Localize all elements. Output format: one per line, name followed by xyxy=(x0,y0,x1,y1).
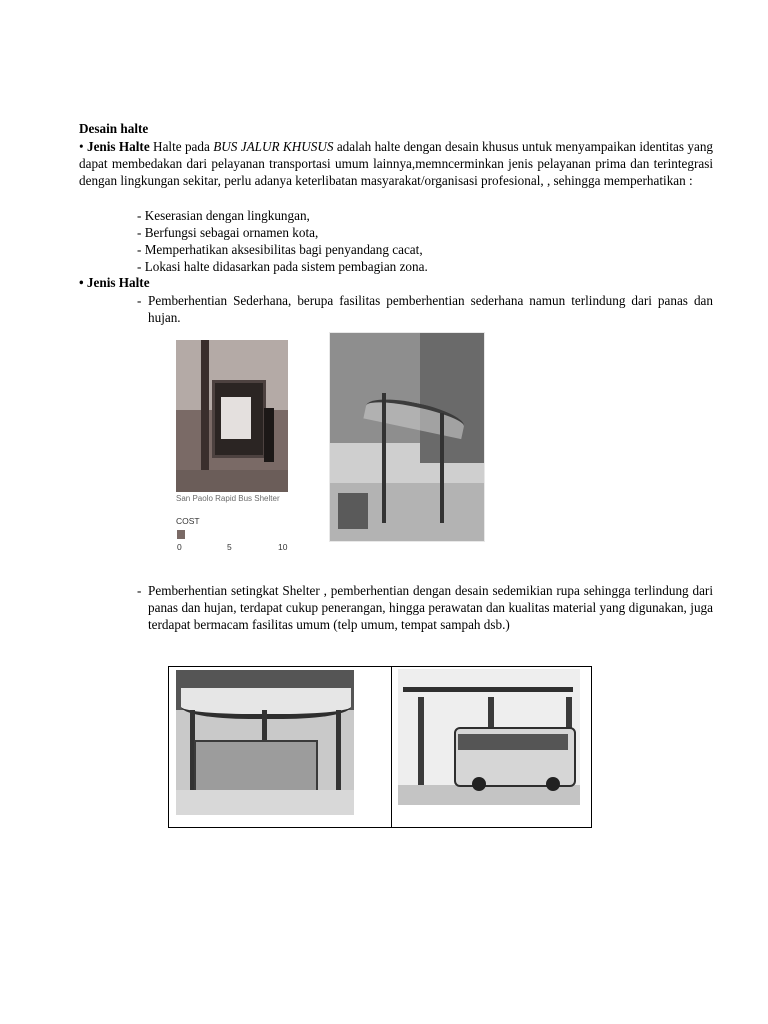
photo-shelter-sign xyxy=(212,380,266,458)
cost-scale-tick: 5 xyxy=(227,542,232,552)
intro-text-before: Halte pada xyxy=(149,139,214,154)
list-item: - Memperhatikan aksesibilitas bagi penyandang cacat, xyxy=(137,242,423,257)
photo-pole xyxy=(382,393,386,523)
item-text: Pemberhentian Sederhana, berupa fasilitas pemberhentian sederhana namun terlindung dari panas dan hujan. xyxy=(148,293,713,325)
intro-lead: Jenis Halte xyxy=(86,139,150,154)
type-item-shelter xyxy=(137,582,713,633)
cost-scale-tick: 10 xyxy=(278,542,288,552)
cost-label: COST xyxy=(176,516,200,526)
photo-ground xyxy=(176,470,288,492)
bus-shelter-photo xyxy=(398,669,580,805)
table-divider xyxy=(391,667,392,827)
type-item-simple xyxy=(137,292,713,326)
cost-swatch xyxy=(177,530,185,539)
photo-building xyxy=(420,333,484,463)
figure-caption: San Paolo Rapid Bus Shelter xyxy=(176,494,280,503)
photo-stand xyxy=(418,697,424,787)
photo-pavement xyxy=(176,790,354,815)
photo-wheel xyxy=(546,777,560,791)
list-item: - Berfungsi sebagai ornamen kota, xyxy=(137,225,319,240)
photo-tree xyxy=(201,340,209,470)
list-item: - Lokasi halte didasarkan pada sistem pembagian zona. xyxy=(137,259,428,274)
photo-wheel xyxy=(472,777,486,791)
photo-post xyxy=(336,710,341,795)
photo-person xyxy=(264,408,274,462)
item-dash: - xyxy=(137,583,142,598)
section-title: Desain halte xyxy=(79,121,149,136)
item-text: Pemberhentian setingkat Shelter , pemberhentian dengan desain sedemikian rupa sehingga terlindung dari panas dan hujan, terdapat cukup penerangan, hingga perawatan dan kualitas material yang digunakan, juga terdapat bermacam fasilitas umum (telp umum, tempat sampah dsb.) xyxy=(148,583,713,632)
photo-sign-panel xyxy=(221,397,251,439)
types-heading: • Jenis Halte xyxy=(79,275,150,290)
photo-bin xyxy=(338,493,368,529)
intro-bullet: • xyxy=(79,139,84,154)
intro-italic: BUS JALUR KHUSUS xyxy=(213,139,334,154)
list-item: - Keserasian dengan lingkungan, xyxy=(137,208,310,223)
item-dash: - xyxy=(137,293,142,308)
considerations-list xyxy=(137,207,428,275)
photo-glass-wall xyxy=(194,740,318,794)
photo-pole xyxy=(440,413,444,523)
cost-scale-tick: 0 xyxy=(177,542,182,552)
canopy-shelter-photo xyxy=(176,670,354,815)
street-shelter-photo xyxy=(329,332,485,542)
simple-shelter-photo xyxy=(176,340,288,492)
intro-paragraph xyxy=(79,138,713,189)
intro-text-after: adalah halte dengan desain khusus untuk menyampaikan identitas yang dapat membedakan dari pelayanan transportasi umum lainnya,memncerminkan jenis pelayanan prima dan terintegrasi dengan lingkungan sekitar, perlu adanya keterlibatan masyarakat/organisasi profesional, , sehingga memperhatikan : xyxy=(79,139,714,188)
photo-bus-windows xyxy=(458,734,568,750)
